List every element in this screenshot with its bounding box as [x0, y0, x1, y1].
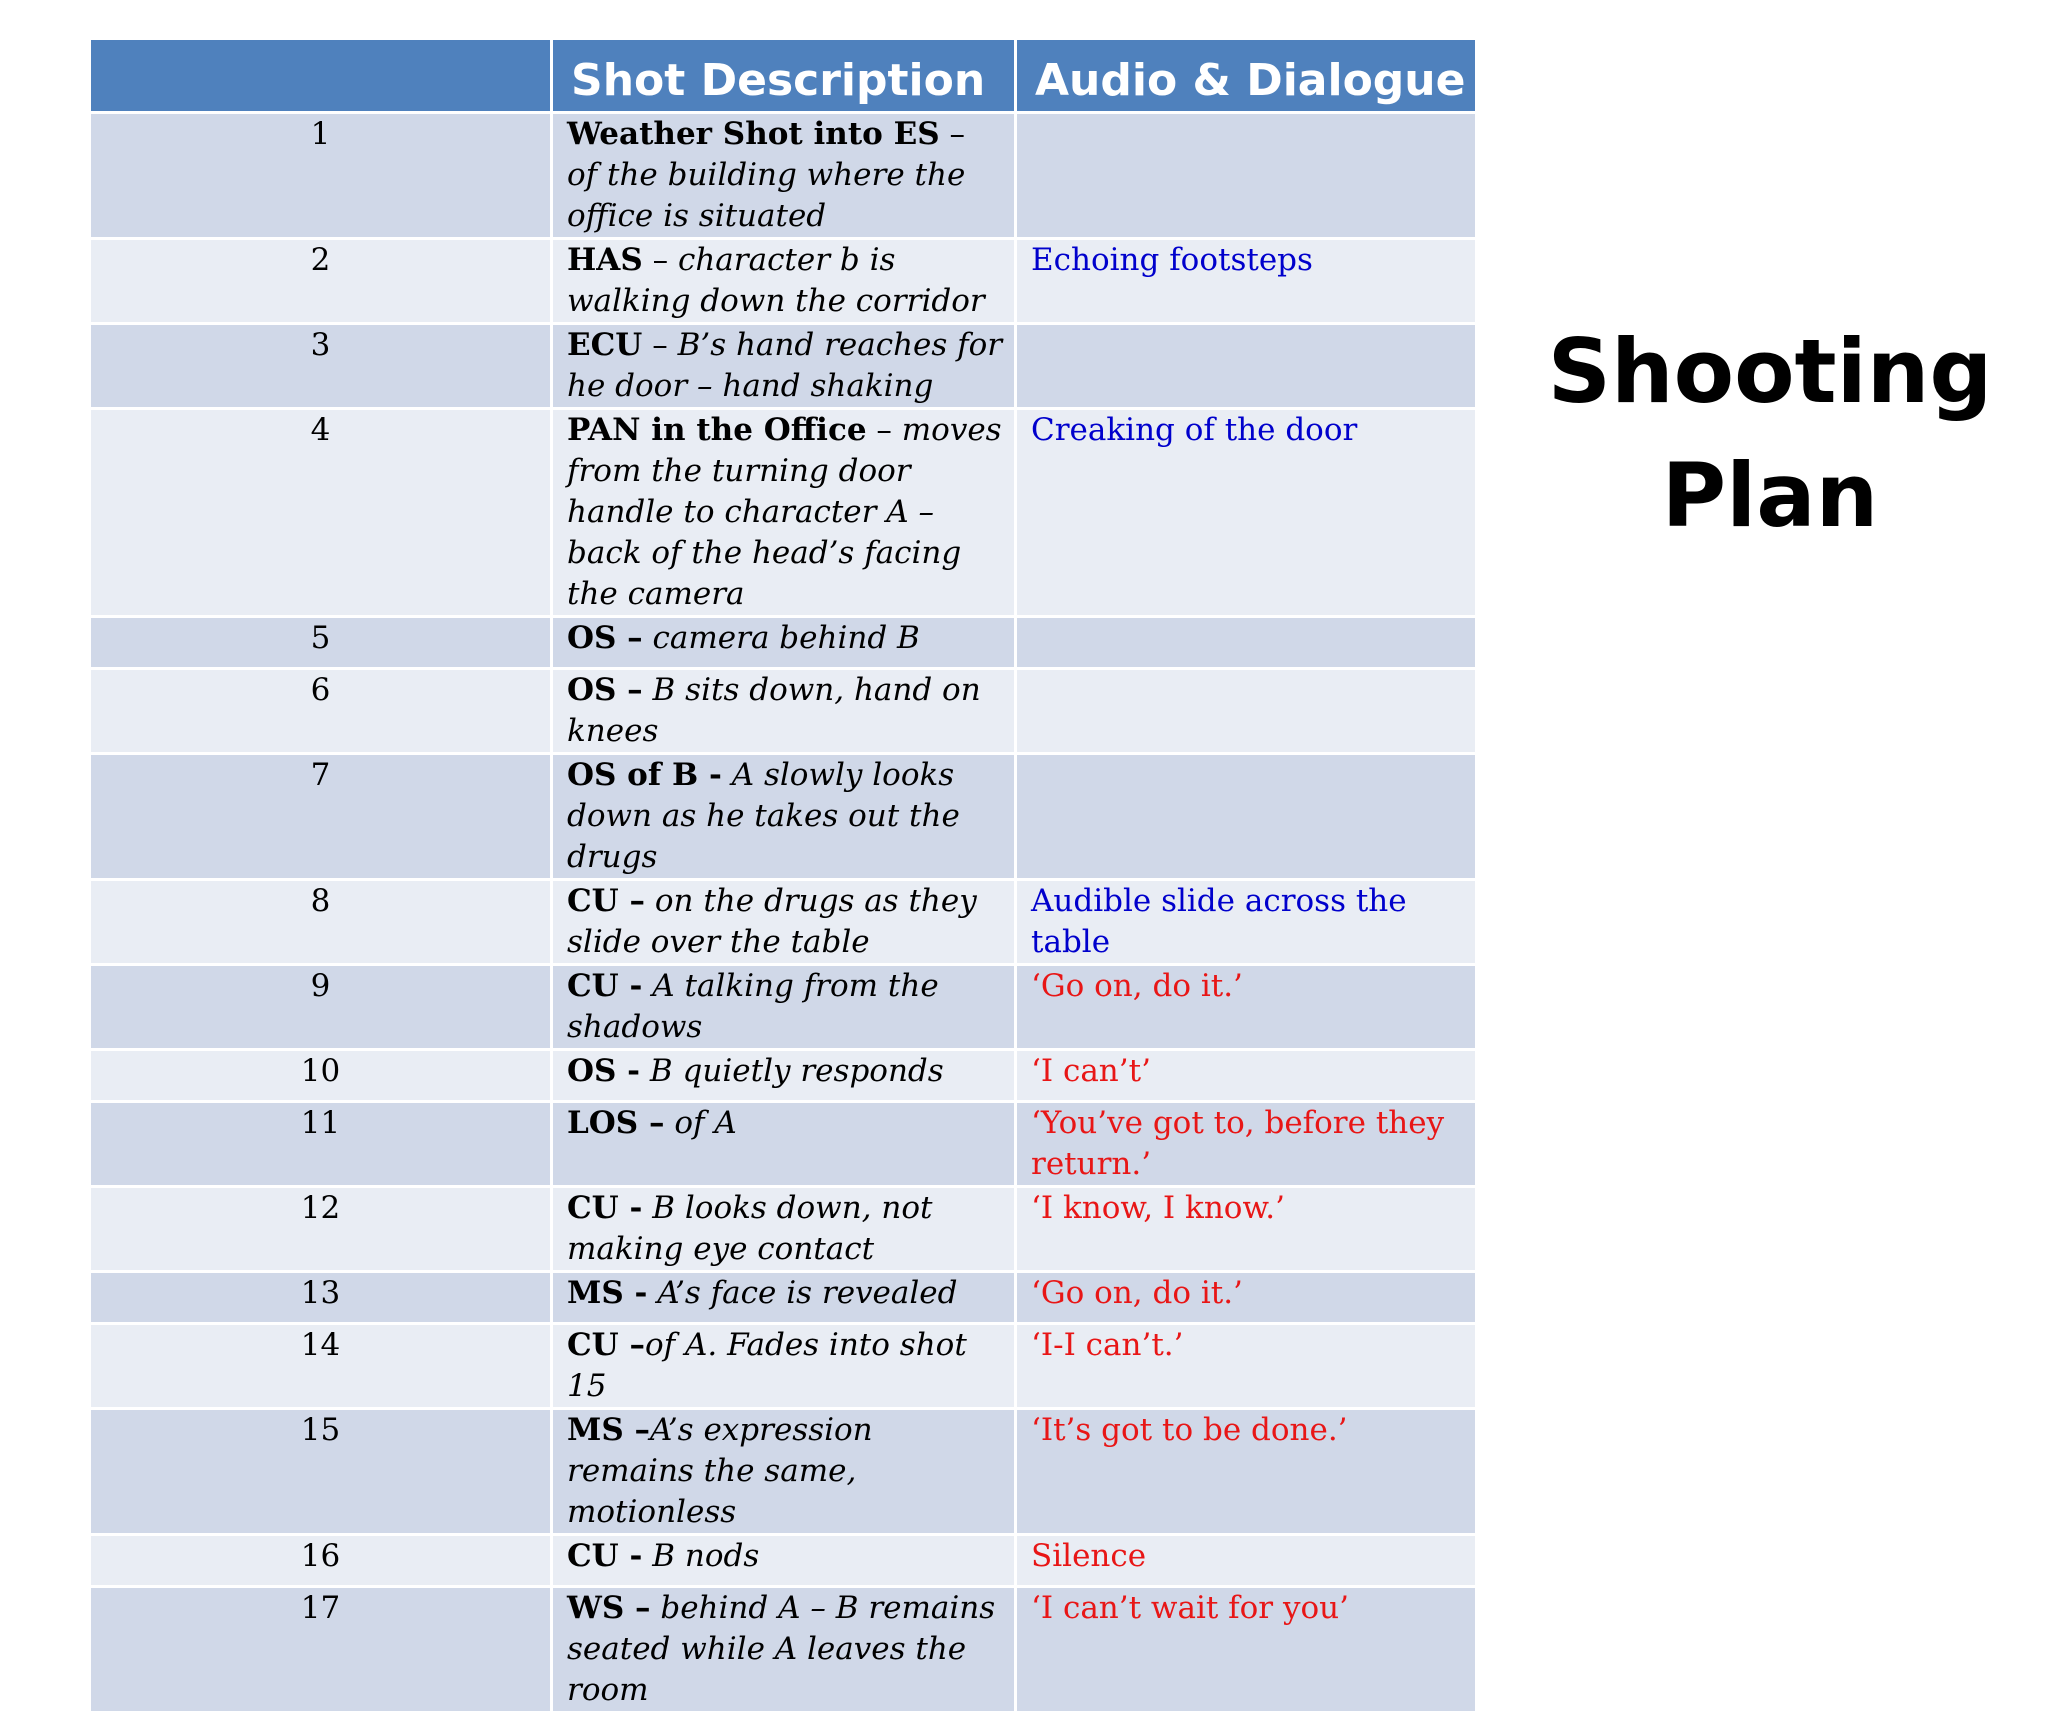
- shot-number: 6: [90, 669, 552, 754]
- shot-description: [552, 1272, 1016, 1324]
- shot-type: Weather Shot into ES: [567, 116, 940, 152]
- shot-detail: B sits down, hand on knees: [567, 672, 981, 749]
- shot-description: [552, 880, 1016, 965]
- shot-number: 16: [90, 1535, 552, 1587]
- table-row: [90, 113, 1477, 239]
- table-row: [90, 1409, 1477, 1535]
- shot-separator: [645, 883, 655, 919]
- shot-separator: [640, 1053, 650, 1089]
- shot-description: [552, 113, 1016, 239]
- shooting-plan-table: [88, 37, 1478, 1714]
- table-row: [90, 965, 1477, 1050]
- shot-detail: character b is walking down the corridor: [567, 242, 985, 319]
- shot-separator: [643, 620, 653, 656]
- shot-type: CU -: [567, 1538, 643, 1574]
- audio-dialogue: ‘You’ve got to, before they return.’: [1016, 1102, 1477, 1187]
- shot-description: [552, 1409, 1016, 1535]
- audio-dialogue: Echoing footsteps: [1016, 239, 1477, 324]
- shot-detail: of A. Fades into shot 15: [567, 1327, 967, 1404]
- shot-number: 12: [90, 1187, 552, 1272]
- shot-type: MS -: [567, 1275, 648, 1311]
- shot-description: [552, 1324, 1016, 1409]
- shot-type: OS -: [567, 1053, 641, 1089]
- shot-separator: [642, 968, 652, 1004]
- audio-dialogue: [1016, 617, 1477, 669]
- shot-type: OS –: [567, 672, 643, 708]
- shot-type: MS –: [567, 1412, 650, 1448]
- table-row: [90, 617, 1477, 669]
- shot-description: [552, 324, 1016, 409]
- table-row: [90, 669, 1477, 754]
- table-row: [90, 754, 1477, 880]
- audio-dialogue: [1016, 324, 1477, 409]
- shot-separator: [642, 1538, 652, 1574]
- shot-type: LOS –: [567, 1105, 665, 1141]
- header-shot-description: Shot Description: [552, 39, 1016, 113]
- shot-description: [552, 409, 1016, 617]
- table-row: [90, 1535, 1477, 1587]
- table-row: [90, 1050, 1477, 1102]
- audio-dialogue: ‘I can’t’: [1016, 1050, 1477, 1102]
- shot-separator: [664, 1105, 674, 1141]
- shot-detail: B looks down, not making eye contact: [567, 1190, 933, 1267]
- table-row: [90, 1102, 1477, 1187]
- shot-separator: –: [642, 327, 678, 363]
- shot-detail: B nods: [652, 1538, 760, 1574]
- shot-detail: camera behind B: [652, 620, 920, 656]
- shot-detail: B’s hand reaches for he door – hand shaking: [567, 327, 1003, 404]
- shot-number: 15: [90, 1409, 552, 1535]
- audio-dialogue: ‘Go on, do it.’: [1016, 1272, 1477, 1324]
- audio-dialogue: ‘It’s got to be done.’: [1016, 1409, 1477, 1535]
- audio-dialogue: ‘I can’t wait for you’: [1016, 1587, 1477, 1713]
- audio-dialogue: ‘Go on, do it.’: [1016, 965, 1477, 1050]
- table-row: [90, 324, 1477, 409]
- shot-detail: A’s face is revealed: [657, 1275, 958, 1311]
- table-row: [90, 239, 1477, 324]
- shot-description: [552, 1102, 1016, 1187]
- shot-detail: A slowly looks down as he takes out the drugs: [567, 757, 960, 875]
- audio-dialogue: Silence: [1016, 1535, 1477, 1587]
- shot-number: 5: [90, 617, 552, 669]
- shot-description: [552, 965, 1016, 1050]
- shot-number: 10: [90, 1050, 552, 1102]
- header-audio-dialogue: Audio & Dialogue: [1016, 39, 1477, 113]
- table-header-row: [90, 39, 1477, 113]
- shot-separator: [647, 1275, 657, 1311]
- table-row: [90, 1587, 1477, 1713]
- shot-type: CU –: [567, 883, 645, 919]
- shot-detail: behind A – B remains seated while A leaves the room: [567, 1590, 996, 1708]
- header-shot-number: [90, 39, 552, 113]
- shot-separator: –: [939, 116, 965, 152]
- shot-detail: A’s expression remains the same, motionless: [567, 1412, 873, 1530]
- shot-type: CU –: [567, 1327, 645, 1363]
- shot-separator: [643, 672, 653, 708]
- shot-number: 17: [90, 1587, 552, 1713]
- shot-number: 1: [90, 113, 552, 239]
- table-row: [90, 1187, 1477, 1272]
- audio-dialogue: ‘I-I can’t.’: [1016, 1324, 1477, 1409]
- table-row: [90, 880, 1477, 965]
- shot-description: [552, 617, 1016, 669]
- shot-detail: on the drugs as they slide over the table: [567, 883, 977, 960]
- shot-type: CU -: [567, 1190, 643, 1226]
- shot-description: [552, 1587, 1016, 1713]
- shot-type: WS –: [567, 1590, 651, 1626]
- audio-dialogue: Creaking of the door: [1016, 409, 1477, 617]
- shot-type: ECU: [567, 327, 643, 363]
- shot-description: [552, 1187, 1016, 1272]
- table-row: [90, 409, 1477, 617]
- shot-description: [552, 1535, 1016, 1587]
- shot-type: PAN in the Office: [567, 412, 867, 448]
- shot-number: 3: [90, 324, 552, 409]
- audio-dialogue: [1016, 754, 1477, 880]
- audio-dialogue: [1016, 113, 1477, 239]
- shot-separator: [642, 1190, 652, 1226]
- shot-separator: [722, 757, 732, 793]
- shot-number: 11: [90, 1102, 552, 1187]
- shot-separator: –: [866, 412, 902, 448]
- shot-description: [552, 1050, 1016, 1102]
- shot-number: 9: [90, 965, 552, 1050]
- shot-description: [552, 239, 1016, 324]
- shot-type: CU -: [567, 968, 643, 1004]
- shot-separator: [651, 1590, 661, 1626]
- shot-separator: –: [642, 242, 678, 278]
- shot-type: OS of B -: [567, 757, 722, 793]
- slide-title: [1540, 310, 2000, 558]
- table-row: [90, 1324, 1477, 1409]
- table-row: [90, 1272, 1477, 1324]
- audio-dialogue: ‘I know, I know.’: [1016, 1187, 1477, 1272]
- shot-number: 14: [90, 1324, 552, 1409]
- audio-dialogue: [1016, 669, 1477, 754]
- audio-dialogue: Audible slide across the table: [1016, 880, 1477, 965]
- slide-title-line-1: Shooting: [1547, 320, 1993, 423]
- shot-detail: B quietly responds: [649, 1053, 944, 1089]
- shot-number: 4: [90, 409, 552, 617]
- shot-detail: A talking from the shadows: [567, 968, 939, 1045]
- shot-detail: moves from the turning door handle to character A – back of the head’s facing the camera: [567, 412, 1002, 612]
- shot-detail: of A: [674, 1105, 737, 1141]
- shot-description: [552, 669, 1016, 754]
- shot-type: HAS: [567, 242, 643, 278]
- shot-number: 7: [90, 754, 552, 880]
- shot-type: OS –: [567, 620, 643, 656]
- slide-title-line-2: Plan: [1661, 444, 1879, 547]
- shot-number: 2: [90, 239, 552, 324]
- shot-description: [552, 754, 1016, 880]
- shot-number: 8: [90, 880, 552, 965]
- shot-detail: of the building where the office is situated: [567, 157, 966, 234]
- shot-number: 13: [90, 1272, 552, 1324]
